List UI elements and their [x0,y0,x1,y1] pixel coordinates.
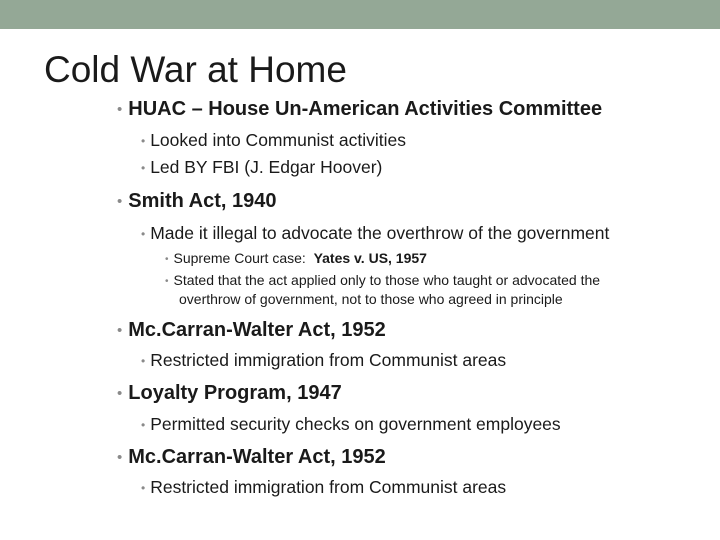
slide-title: Cold War at Home [44,49,347,90]
sub-bullet-smith-illegal: • Made it illegal to advocate the overthrow of the government [141,223,610,243]
bullet-dot-icon: • [117,101,123,118]
bullet-smith-act: • Smith Act, 1940 [117,190,277,212]
bullet-dot-icon: • [165,254,169,265]
sub-bullet-huac-communist: • Looked into Communist activities [141,130,407,150]
bullet-dot-icon: • [141,134,146,148]
bullet-dot-icon: • [117,322,123,339]
bullet-dot-icon: • [141,354,146,368]
bullet-dot-icon: • [165,276,169,287]
bullet-loyalty-program: • Loyalty Program, 1947 [117,382,342,404]
bullet-dot-icon: • [141,227,146,241]
sub-bullet-huac-fbi: • Led BY FBI (J. Edgar Hoover) [141,157,383,177]
sub-sub-bullet-stated-continuation: overthrow of government, not to those who agreed in principle [179,291,563,307]
sub-bullet-mccarran-2-immigration: • Restricted immigration from Communist areas [141,477,507,497]
bullet-mccarran-1: • Mc.Carran-Walter Act, 1952 [117,319,386,341]
bullet-dot-icon: • [141,481,146,495]
bullet-dot-icon: • [117,385,123,402]
bullet-dot-icon: • [117,449,123,466]
sub-bullet-mccarran-1-immigration: • Restricted immigration from Communist areas [141,350,507,370]
bullet-mccarran-2: • Mc.Carran-Walter Act, 1952 [117,446,386,468]
sub-sub-bullet-stated: • Stated that the act applied only to those who taught or advocated the [165,271,600,292]
sub-sub-bullet-supreme-court: • Supreme Court case: Yates v. US, 1957 [165,249,427,270]
bullet-dot-icon: • [141,418,146,432]
bullet-dot-icon: • [117,193,123,210]
bullet-dot-icon: • [141,161,146,175]
sub-bullet-loyalty-security: • Permitted security checks on government employees [141,414,561,434]
bullet-huac: • HUAC – House Un-American Activities Committee [117,98,603,120]
